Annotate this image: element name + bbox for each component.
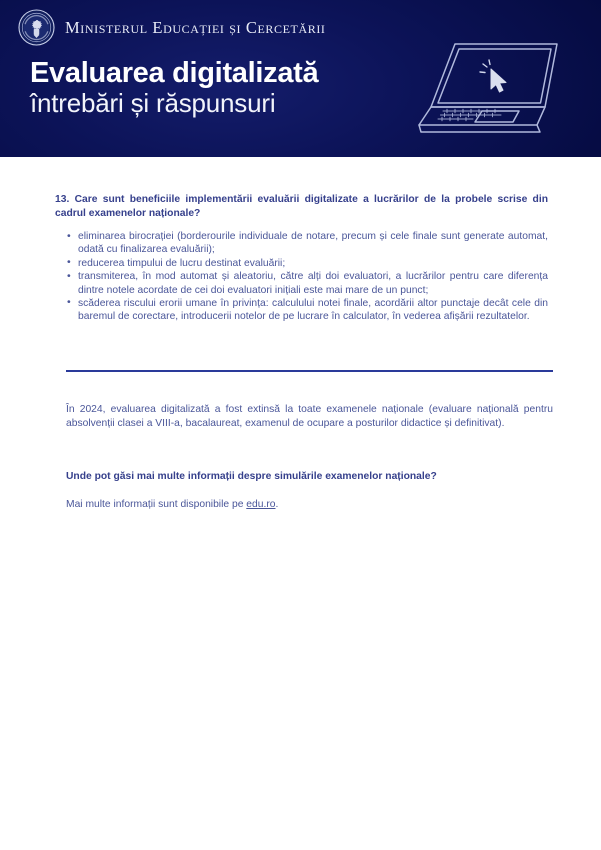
ministry-branding — [18, 9, 326, 46]
section-divider — [66, 370, 553, 372]
list-item: • eliminarea birocrației (borderourile individuale de notare, precum și cele finale sunt generate automat, odată cu finalizarea evaluării); — [66, 230, 548, 257]
answer-suffix-text: . — [275, 499, 279, 510]
secondary-question-heading: Unde pot găsi mai multe informații despre simulările examenelor naționale? — [66, 471, 437, 482]
secondary-answer — [66, 498, 553, 512]
paragraph-2024: În 2024, evaluarea digitalizată a fost extinsă la toate examenele naționale (evaluare națională pentru absolvenții clasei a VIII-a, bacalaureat, examenul de ocupare a posturilor didactice și definitivat). — [66, 404, 553, 429]
page-header-banner — [0, 0, 601, 157]
page-title-line-2: întrebări și răspunsuri — [30, 88, 276, 119]
romanian-government-seal-icon — [18, 9, 55, 46]
ministry-name-label: Ministerul Educației și Cercetării — [65, 18, 326, 38]
page-title — [30, 58, 318, 117]
edu-ro-link[interactable]: edu.ro — [246, 499, 276, 510]
list-item: • scăderea riscului erorii umane în privința: calculului notei finale, acordării altor punctaje decât cele din baremul de corectare, introducerii notelor de pe lucrare în calculator, în vederea afișării rezultatelor. — [66, 297, 548, 324]
list-item: • transmiterea, în mod automat și aleatoriu, către alți doi evaluatori, a lucrărilor pentru care diferența dintre notele acordate de cei doi evaluatori inițiali este mai mare de un punct; — [66, 270, 548, 297]
page-title-line-1: Evaluarea digitalizată — [30, 57, 319, 89]
answer-prefix-text: Mai multe informații sunt disponibile pe — [66, 499, 247, 510]
question-heading: 13. Care sunt beneficiile implementării evaluării digitalizate a lucrărilor de la probele scrise din cadrul examenelor naționale? — [55, 194, 548, 220]
banner-inner — [0, 0, 601, 157]
list-item: • reducerea timpului de lucru destinat evaluării; — [66, 257, 548, 270]
benefits-list — [66, 230, 548, 324]
